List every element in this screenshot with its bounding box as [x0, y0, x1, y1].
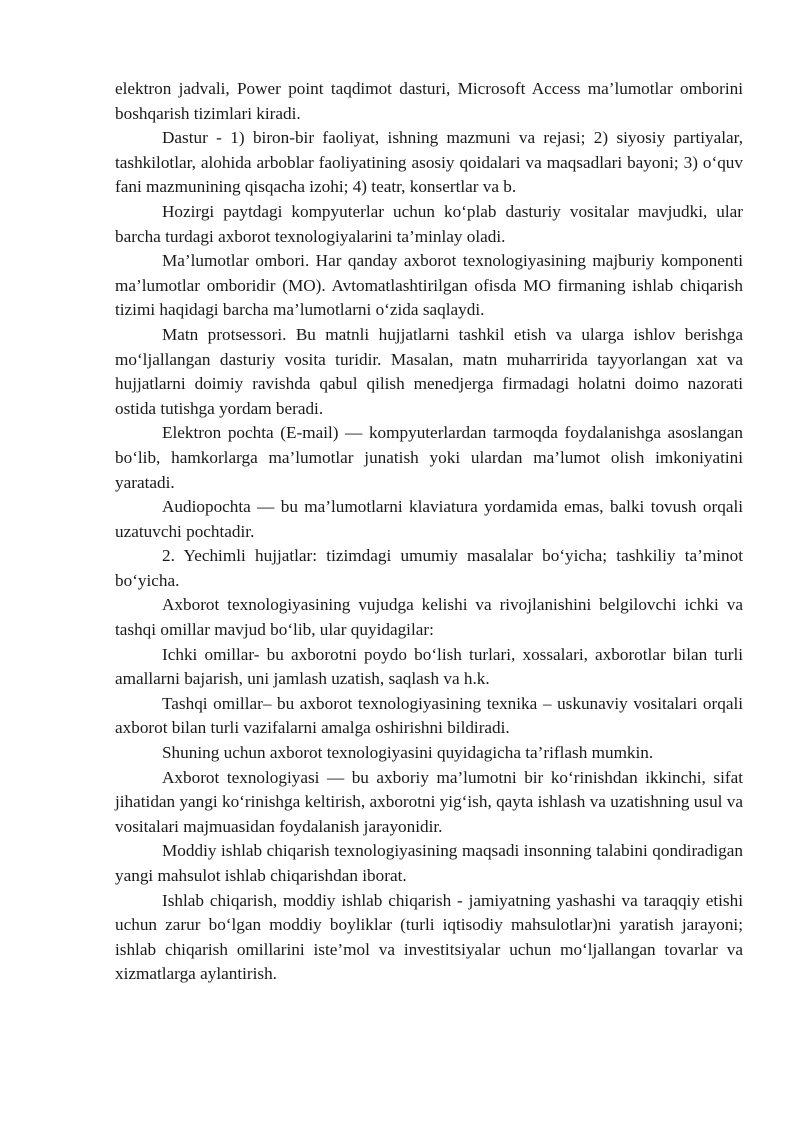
- paragraph-factors-intro: Axborot texnologiyasining vujudga kelishi va rivojlanishini belgilovchi ichki va tashqi omillar mavjud bo‘lib, ular quyidagilar:: [115, 595, 743, 640]
- paragraph-internal-factors: Ichki omillar- bu axborotni poydo bo‘lish turlari, xossalari, axborotlar bilan turli amallarni bajarish, uni jamlash uzatish, saqlash va h.k.: [115, 644, 743, 689]
- paragraph-solution-documents: 2. Yechimli hujjatlar: tizimdagi umumiy masalalar bo‘yicha; tashkiliy ta’minot bo‘yicha.: [115, 546, 743, 590]
- document-page: [115, 77, 743, 987]
- paragraph-material-production: Moddiy ishlab chiqarish texnologiyasining maqsadi insonning talabini qondiradigan yangi mahsulot ishlab chiqarishdan iborat.: [115, 841, 743, 885]
- paragraph-software-tools: Hozirgi paytdagi kompyuterlar uchun ko‘plab dasturiy vositalar mavjudki, ular barcha turdagi axborot texnologiyalarini ta’minlay oladi.: [115, 201, 743, 246]
- paragraph-database: Ma’lumotlar ombori. Har qanday axborot texnologiyasining majburiy komponenti ma’lumotlar omboridir (MO). Avtomatlashtirilgan ofisda MO firmaning ishlab chiqarish tizimi haqidagi barcha ma’lumotlarni o‘zida saqlaydi.: [115, 251, 743, 320]
- paragraph-it-definition: Axborot texnologiyasi — bu axboriy ma’lumotni bir ko‘rinishdan ikkinchi, sifat jihatidan yangi ko‘rinishga keltirish, axborotni yig‘ish, qayta ishlash va uzatishning usul va vositalari majmuasidan foydalanish jarayonidir.: [115, 767, 743, 836]
- paragraph-continuation: elektron jadvali, Power point taqdimot dasturi, Microsoft Access ma’lumotlar omborini boshqarish tizimlari kiradi.: [115, 79, 743, 123]
- paragraph-dastur-definition: Dastur - 1) biron-bir faoliyat, ishning mazmuni va rejasi; 2) siyosiy partiyalar, tashkilotlar, alohida arboblar faoliyatining asosiy qoidalari va maqsadlari bayoni; 3) o‘quv fani mazmunining qisqacha izohi; 4) teatr, konsertlar va b.: [115, 128, 743, 197]
- paragraph-production-definition: Ishlab chiqarish, moddiy ishlab chiqarish - jamiyatning yashashi va taraqqiy etishi uchun zarur bo‘lgan moddiy boyliklar (turli iqtisodiy mahsulotlar)ni yaratish jarayoni; ishlab chiqarish omillarini iste’mol va investitsiyalar uchun mo‘ljallangan tovarlar va xizmatlarga aylantirish.: [115, 890, 743, 984]
- paragraph-definition-intro: Shuning uchun axborot texnologiyasini quyidagicha ta’riflash mumkin.: [162, 743, 654, 763]
- paragraph-email: Elektron pochta (E-mail) — kompyuterlardan tarmoqda foydalanishga asoslangan bo‘lib, hamkorlarga ma’lumotlar junatish yoki ulardan ma’lumot olish imkoniyatini yaratadi.: [115, 423, 743, 492]
- paragraph-text-processor: Matn protsessori. Bu matnli hujjatlarni tashkil etish va ularga ishlov berishga mo‘ljallangan dasturiy vosita turidir. Masalan, matn muharririda tayyorlangan xat va hujjatlarni doimiy ravishda qabul qilish menedjerga firmadagi holatni doimo nazorati ostida tutishga yordam beradi.: [115, 324, 743, 418]
- paragraph-audiomail: Audiopochta — bu ma’lumotlarni klaviatura yordamida emas, balki tovush orqali uzatuvchi pochtadir.: [115, 497, 743, 541]
- paragraph-external-factors: Tashqi omillar– bu axborot texnologiyasining texnika – uskunaviy vositalari orqali axborot bilan turli vazifalarni amalga oshirishni bildiradi.: [115, 693, 743, 738]
